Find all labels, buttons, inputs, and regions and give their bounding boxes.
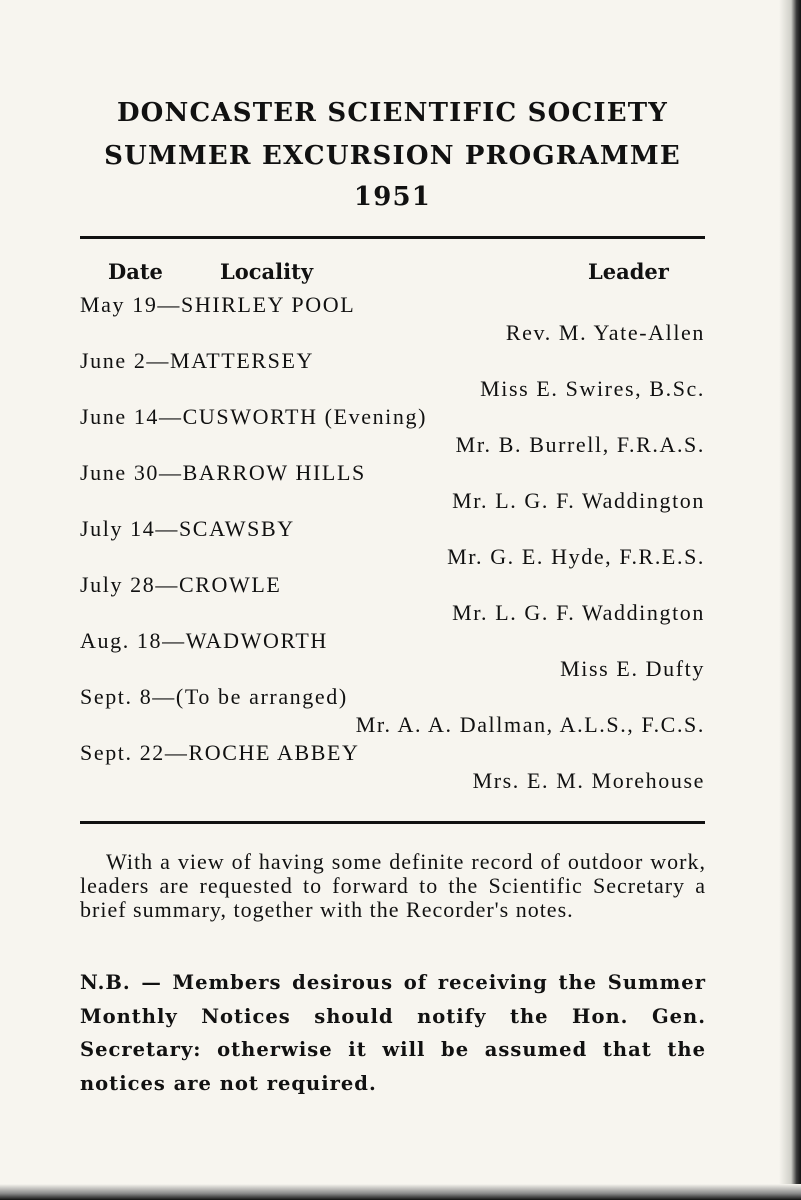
excursion-entry xyxy=(0,292,801,348)
column-header-locality: Locality xyxy=(220,259,314,284)
excursion-date-locality: May 19—SHIRLEY POOL xyxy=(80,292,356,317)
excursion-date-locality: June 2—MATTERSEY xyxy=(80,348,314,373)
nb-notice: N.B. — Members desirous of receiving the Summer Monthly Notices should notify the Hon. Gen. Secretary: otherwise it will be assumed that the notices are not required. xyxy=(80,971,706,1095)
excursion-leader: Mr. L. G. F. Waddington xyxy=(452,600,705,625)
excursion-leader: Mr. G. E. Hyde, F.R.E.S. xyxy=(447,544,705,569)
excursion-date-locality: June 30—BARROW HILLS xyxy=(80,460,366,485)
page-edge-right xyxy=(779,0,801,1200)
excursion-date-locality: July 14—SCAWSBY xyxy=(80,516,295,541)
excursion-date-locality: Aug. 18—WADWORTH xyxy=(80,628,328,653)
excursion-entry xyxy=(0,740,801,796)
excursion-leader: Miss E. Dufty xyxy=(560,656,705,681)
excursion-leader: Mr. B. Burrell, F.R.A.S. xyxy=(455,432,705,457)
excursion-leader: Miss E. Swires, B.Sc. xyxy=(480,376,705,401)
bottom-divider xyxy=(80,821,705,824)
programme-title: SUMMER EXCURSION PROGRAMME xyxy=(104,141,681,171)
excursion-date-locality: July 28—CROWLE xyxy=(80,572,282,597)
excursion-leader: Mrs. E. M. Morehouse xyxy=(472,768,705,793)
excursion-date-locality: June 14—CUSWORTH (Evening) xyxy=(80,404,428,429)
excursion-entry xyxy=(0,628,801,684)
column-header-date: Date xyxy=(108,259,163,284)
column-header-leader: Leader xyxy=(588,259,669,284)
excursion-entry xyxy=(0,684,801,740)
excursion-leader: Mr. L. G. F. Waddington xyxy=(452,488,705,513)
leaders-note: With a view of having some definite record of outdoor work, leaders are requested to forward to the Scientific Secretary a brief summary, together with the Recorder's notes. xyxy=(80,849,706,922)
top-divider xyxy=(80,236,705,239)
excursion-date-locality: Sept. 22—ROCHE ABBEY xyxy=(80,740,360,765)
excursion-entry xyxy=(0,404,801,460)
society-title: DONCASTER SCIENTIFIC SOCIETY xyxy=(116,98,669,128)
programme-year: 1951 xyxy=(353,182,432,212)
excursion-entry xyxy=(0,572,801,628)
page-edge-bottom xyxy=(0,1184,801,1200)
excursion-leader: Mr. A. A. Dallman, A.L.S., F.C.S. xyxy=(355,712,705,737)
excursion-entry xyxy=(0,460,801,516)
excursion-leader: Rev. M. Yate-Allen xyxy=(505,320,705,345)
excursion-date-locality: Sept. 8—(To be arranged) xyxy=(80,684,348,709)
excursion-entry xyxy=(0,348,801,404)
excursion-entry xyxy=(0,516,801,572)
